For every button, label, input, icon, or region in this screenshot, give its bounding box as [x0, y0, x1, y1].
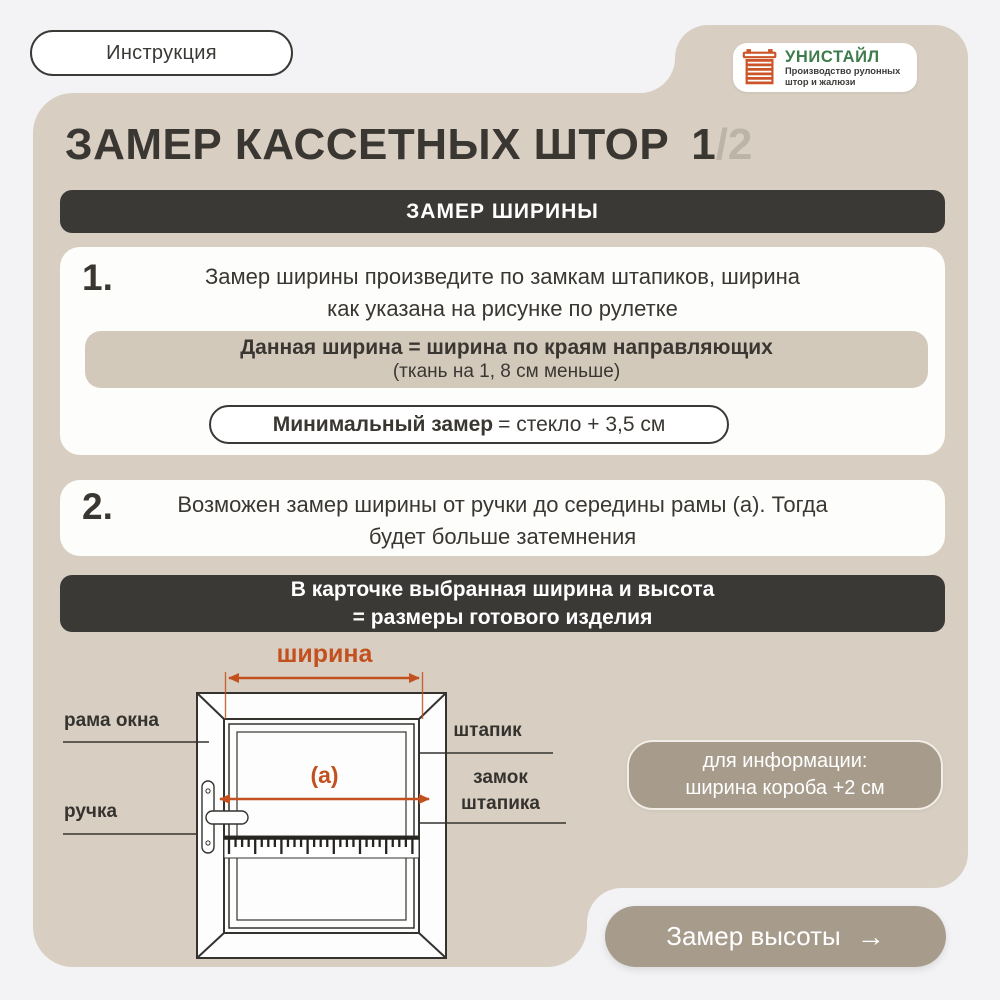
- handle-label: ручка: [64, 801, 118, 822]
- width-dimension-label: ширина: [276, 640, 373, 668]
- step2-number: 2.: [82, 486, 113, 527]
- logo-tagline-1: Производство рулонных: [785, 66, 901, 77]
- page-title: ЗАМЕР КАССЕТНЫХ ШТОР: [65, 120, 670, 169]
- step1-text-line2: как указана на рисунке по рулетке: [327, 295, 678, 321]
- step1-text-line1: Замер ширины произведите по замкам штапиков, ширина: [204, 264, 801, 289]
- step1-minimum-bold: Минимальный замер: [272, 412, 494, 436]
- right-arrow-icon: →: [856, 920, 885, 952]
- logo-brand-name: УНИСТАЙЛ: [785, 47, 880, 66]
- next-page-button-label: Замер высоты: [666, 921, 841, 951]
- step1-highlight-note: (ткань на 1, 8 см меньше): [392, 361, 621, 382]
- bead-lock-label: [433, 765, 568, 816]
- step1-minimum-rest: = стекло + 3,5 см: [498, 412, 666, 436]
- window-frame: [197, 693, 446, 958]
- info-box-line1: для информации:: [702, 750, 868, 772]
- frame-label: рама окна: [64, 710, 159, 731]
- next-page-button[interactable]: [605, 906, 946, 967]
- info-box: [627, 740, 943, 810]
- bead-lock-label-line2: штапика: [461, 792, 540, 814]
- page-number-current: 1: [691, 120, 716, 169]
- page-number-total: /2: [715, 120, 753, 169]
- step2-text-line2: будет больше затемнения: [368, 523, 637, 549]
- a-dimension-label: (а): [310, 762, 339, 788]
- note-bar-line1: В карточке выбранная ширина и высота: [290, 577, 715, 601]
- bead-label: штапик: [453, 720, 522, 741]
- info-box-line2: ширина короба +2 см: [685, 777, 885, 799]
- step1-highlight-bold: Данная ширина = ширина по краям направляющих: [240, 336, 773, 359]
- logo-tagline-2: штор и жалюзи: [785, 76, 856, 87]
- step1-number: 1.: [82, 257, 113, 298]
- section-header-width: ЗАМЕР ШИРИНЫ: [60, 190, 945, 233]
- instruction-tab-button[interactable]: Инструкция: [30, 30, 293, 76]
- step2-text-line1: Возможен замер ширины от ручки до середины рамы (а). Тогда: [177, 492, 828, 517]
- note-bar-line2: = размеры готового изделия: [352, 605, 653, 629]
- bead-lock-label-line1: замок: [473, 767, 528, 788]
- ruler: [224, 836, 419, 858]
